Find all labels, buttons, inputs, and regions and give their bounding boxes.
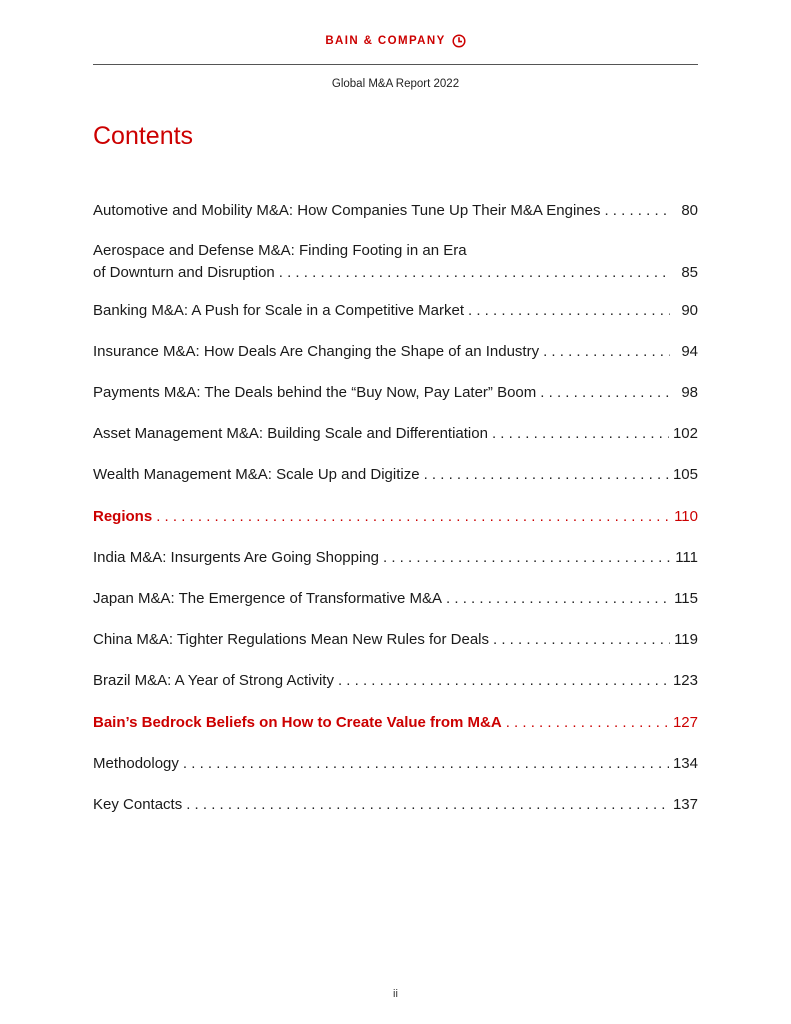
brand-header — [0, 34, 791, 48]
toc-page-number: 80 — [681, 202, 698, 219]
bain-logo-icon — [452, 34, 466, 48]
toc-line — [93, 200, 698, 222]
toc-page-number: 85 — [681, 264, 698, 281]
toc-entry-title: Payments M&A: The Deals behind the “Buy Now, Pay Later” Boom — [93, 384, 537, 401]
toc-entry-title: of Downturn and Disruption — [93, 264, 275, 281]
toc-line — [93, 588, 698, 610]
toc-dot-leader — [338, 670, 669, 692]
toc-dot-leader — [424, 464, 669, 486]
toc-entry[interactable] — [93, 506, 698, 528]
toc-page-number: 102 — [672, 425, 698, 442]
toc-page-number: 105 — [672, 466, 698, 483]
toc-dot-leader — [446, 588, 670, 610]
toc-dot-leader — [279, 262, 670, 284]
toc-line — [93, 753, 698, 775]
toc-dot-leader — [492, 423, 669, 445]
toc-dot-leader — [540, 382, 670, 404]
toc-entry-title: China M&A: Tighter Regulations Mean New Rules for Deals — [93, 631, 490, 648]
toc-dot-leader — [468, 300, 670, 322]
toc-entry-title: Regions — [93, 508, 153, 525]
toc-page-number: 98 — [681, 384, 698, 401]
toc-entry-title: Aerospace and Defense M&A: Finding Footing in an Era — [93, 242, 467, 259]
toc-dot-leader — [183, 753, 669, 775]
toc-page-number: 127 — [672, 714, 698, 731]
toc-entry-title: Insurance M&A: How Deals Are Changing the Shape of an Industry — [93, 343, 540, 360]
toc-dot-leader — [543, 341, 670, 363]
toc-entry-title: Key Contacts — [93, 796, 183, 813]
toc-page-number: 111 — [675, 549, 698, 566]
toc-entry[interactable] — [93, 341, 698, 363]
toc-page-number: 110 — [674, 508, 698, 525]
toc-page-number: 90 — [681, 302, 698, 319]
contents-heading: Contents — [93, 122, 194, 150]
toc-line — [93, 629, 698, 651]
toc-entry[interactable] — [93, 588, 698, 610]
toc-entry-title: Bain’s Bedrock Beliefs on How to Create Value from M&A — [93, 714, 502, 731]
toc-dot-leader — [493, 629, 670, 651]
toc-page-number: 119 — [674, 631, 698, 648]
toc-line — [93, 464, 698, 486]
toc-entry-title: India M&A: Insurgents Are Going Shopping — [93, 549, 380, 566]
toc-entry[interactable] — [93, 200, 698, 222]
toc-entry[interactable] — [93, 300, 698, 322]
toc-line — [93, 547, 698, 569]
toc-dot-leader — [186, 794, 669, 816]
brand-name: BAIN & COMPANY — [325, 35, 446, 47]
toc-line — [93, 240, 698, 262]
toc-entry[interactable] — [93, 670, 698, 692]
toc-entry-title: Banking M&A: A Push for Scale in a Competitive Market — [93, 302, 465, 319]
toc-page-number: 134 — [672, 755, 698, 772]
toc-line — [93, 506, 698, 528]
toc-entry[interactable] — [93, 753, 698, 775]
toc-dot-leader — [156, 506, 670, 528]
toc-entry-title: Wealth Management M&A: Scale Up and Digitize — [93, 466, 420, 483]
toc-line — [93, 382, 698, 404]
toc-entry[interactable] — [93, 794, 698, 816]
toc-entry[interactable] — [93, 423, 698, 445]
toc-dot-leader — [604, 200, 670, 222]
toc-line — [93, 300, 698, 322]
page-number: ii — [393, 988, 398, 1000]
toc-entry[interactable] — [93, 629, 698, 651]
toc-entry[interactable] — [93, 547, 698, 569]
toc-entry[interactable] — [93, 240, 698, 284]
report-title: Global M&A Report 2022 — [331, 78, 460, 90]
toc-page-number: 94 — [681, 343, 698, 360]
toc-entry-title: Asset Management M&A: Building Scale and Differentiation — [93, 425, 488, 442]
toc-entry-title: Japan M&A: The Emergence of Transformative M&A — [93, 590, 443, 607]
toc-line — [93, 423, 698, 445]
toc-line — [93, 794, 698, 816]
header-divider — [93, 64, 698, 65]
toc-line — [93, 341, 698, 363]
toc-dot-leader — [506, 712, 669, 734]
toc-entry-title: Brazil M&A: A Year of Strong Activity — [93, 672, 334, 689]
toc-line — [93, 262, 698, 284]
toc-page-number: 115 — [674, 590, 698, 607]
toc-entry[interactable] — [93, 382, 698, 404]
toc-line — [93, 670, 698, 692]
toc-entry-title: Automotive and Mobility M&A: How Companies Tune Up Their M&A Engines — [93, 202, 601, 219]
toc-page-number: 123 — [672, 672, 698, 689]
toc-entry[interactable] — [93, 712, 698, 734]
toc-dot-leader — [383, 547, 670, 569]
toc-line — [93, 712, 698, 734]
toc-page-number: 137 — [672, 796, 698, 813]
toc-entry-title: Methodology — [93, 755, 179, 772]
toc-entry[interactable] — [93, 464, 698, 486]
